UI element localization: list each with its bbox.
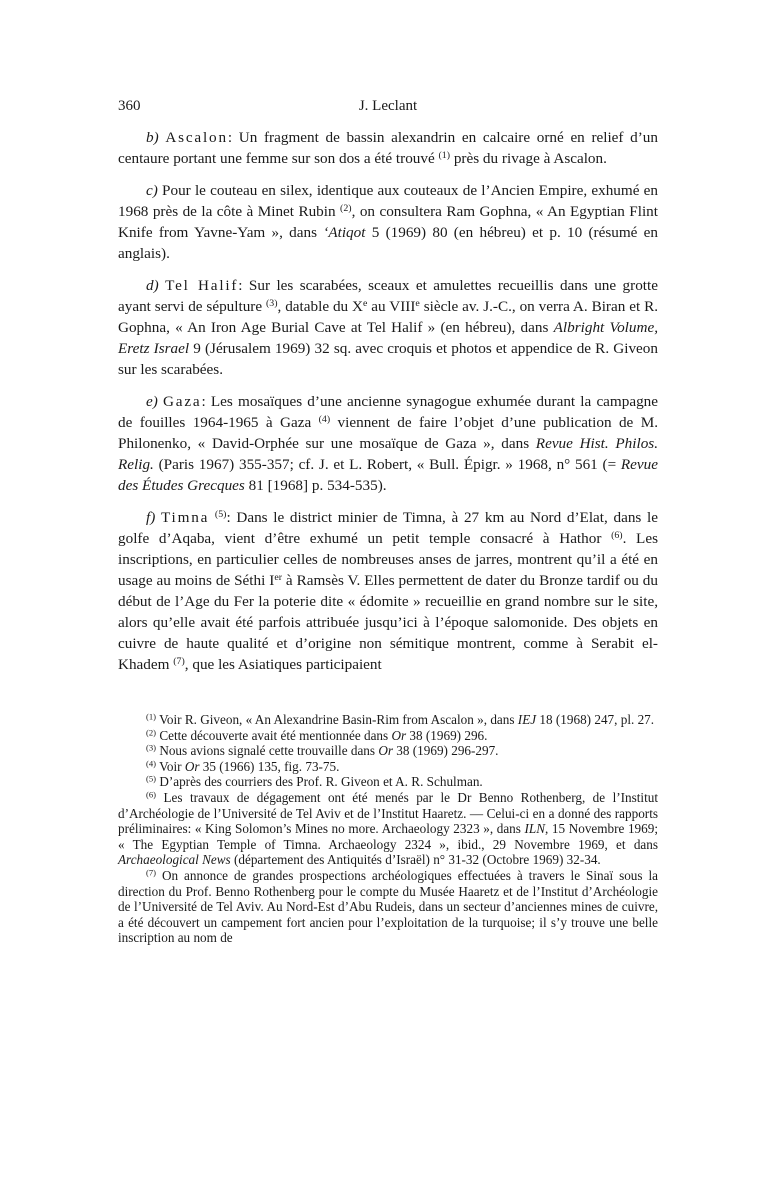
text: Voir R. Giveon, « An Alexandrine Basin-Rim from Ascalon », dans <box>156 712 518 727</box>
text: . Les inscriptions, en particulier celles de nombreuses anses de jarres, montrent qu’il a été en usage au moins de Séthi I <box>118 530 658 589</box>
footnote-6 <box>118 790 658 868</box>
journal-title: Or <box>378 743 393 759</box>
footnote-ref[interactable]: (3) <box>266 298 278 310</box>
text: siècle av. J.-C., on verra A. Biran et R. Gophna, « An Iron Age Burial Cave at Tel Halif » (en hébreu), dans <box>118 298 658 336</box>
journal-title: Or <box>184 758 200 774</box>
footnote-number: (1) <box>146 711 157 722</box>
footnote-number: (2) <box>146 727 157 738</box>
text: : Un fragment de bassin alexandrin en calcaire orné en relief d’un centaure portant une femme sur son dos a été trouvé <box>118 129 658 167</box>
superscript: e <box>363 298 368 310</box>
journal-title: ILN <box>524 821 546 837</box>
journal-title: Revue des Études Grecques <box>118 456 658 494</box>
text: Voir <box>156 758 185 774</box>
footnote-ref[interactable]: (2) <box>340 203 352 215</box>
page-header <box>118 98 658 118</box>
journal-title: Revue Hist. Philos. Relig. <box>118 435 658 473</box>
text: Cette découverte avait été mentionnée dans <box>156 727 392 743</box>
paragraph-label: f) <box>146 509 156 526</box>
paragraph-b <box>118 127 658 169</box>
superscript: er <box>274 572 282 584</box>
journal-title: Archaeological News <box>118 852 231 868</box>
text: 18 (1968) 247, pl. 27. <box>536 712 655 727</box>
superscript: e <box>415 298 420 310</box>
text: (département des Antiquités d’Israël) n° 31-32 (Octobre 1969) 32-34. <box>230 852 601 868</box>
paragraph-e <box>118 391 658 496</box>
text: : Dans le district minier de Timna, à 27 km au Nord d’Elat, dans le golfe d’Aqaba, vient d’être exhumé un petit temple consacré à Hathor <box>118 509 659 547</box>
journal-title: Or <box>391 727 407 743</box>
paragraph-d <box>118 275 658 380</box>
place-name: Timna <box>160 509 210 526</box>
text: 35 (1966) 135, fig. 73-75. <box>199 758 340 774</box>
footnotes <box>118 712 658 946</box>
text: , 15 Novembre 1969; « The Egyptian Temple of Timna. Archaeology 2324 », ibid., 29 Novembre 1969, et dans <box>118 821 658 852</box>
paragraph-label: c) <box>146 182 158 199</box>
main-text <box>118 127 658 686</box>
footnote-number: (5) <box>146 774 157 785</box>
text: Nous avions signalé cette trouvaille dans <box>156 743 379 759</box>
text: 38 (1969) 296-297. <box>392 743 499 759</box>
footnote-4 <box>118 759 658 775</box>
place-name: Ascalon <box>165 129 228 146</box>
journal-title: ‘Atiqot <box>323 224 366 241</box>
text: : Sur les scarabées, sceaux et amulettes recueillis dans une grotte ayant servi de sépulture <box>118 277 658 315</box>
text: Les travaux de dégagement ont été menés par le Dr Benno Rothenberg, de l’Institut d’Archéologie de l’Université de Tel Aviv et de l’Institut Haaretz. — Celui-ci en a donné des rapports préliminaires: « King Solomon’s Mines no more. Archaeology 2323 », dans <box>118 789 658 837</box>
footnote-number: (4) <box>146 758 157 769</box>
footnote-number: (3) <box>146 742 157 753</box>
paragraph-label: e) <box>146 393 158 410</box>
text: 38 (1969) 296. <box>406 727 488 743</box>
footnote-ref[interactable]: (4) <box>318 414 331 426</box>
place-name: Tel Halif <box>165 277 239 294</box>
text: , datable du X <box>277 298 364 315</box>
footnote-ref[interactable]: (5) <box>214 509 227 521</box>
text: à Ramsès V. Elles permettent de dater du Bronze tardif ou du début de l’Age du Fer la poterie dite « édomite » recueillie en grand nombre sur le site, alors qu’elle avait été parfois attribuée jusqu’ici à l’époque salomonide. Des objets en cuivre de haute qualité et d’origine non sémitique montrent, comme à Serabit el-Khadem <box>118 572 658 673</box>
footnote-number: (6) <box>146 789 157 800</box>
footnote-1 <box>118 712 658 728</box>
paragraph-label: d) <box>146 277 159 294</box>
text: On annonce de grandes prospections archéologiques effectuées à travers le Sinaï sous la direction du Prof. Benno Rothenberg pour le compte du Musée Haaretz et de l’Institut d’Archéologie de l’Université de Tel Aviv. Au Nord-Est d’Abu Rudeis, dans un secteur d’anciennes mines de cuivre, a été découvert un campement fort ancien pour l’exploitation de la turquoise; il s’y trouve une belle inscription au nom de <box>118 867 658 946</box>
text: Pour le couteau en silex, identique aux couteaux de l’Ancien Empire, exhumé en 1968 près de la côte à Minet Rubin <box>118 182 658 220</box>
text: , on consultera Ram Gophna, « An Egyptian Flint Knife from Yavne-Yam », dans <box>118 203 658 241</box>
footnote-number: (7) <box>146 867 157 878</box>
paragraph-label: b) <box>146 129 159 146</box>
footnote-ref[interactable]: (6) <box>611 530 623 542</box>
footnote-5 <box>118 774 658 790</box>
text: 9 (Jérusalem 1969) 32 sq. avec croquis et photos et appendice de R. Giveon sur les scarabées. <box>118 340 658 378</box>
footnote-2 <box>118 728 658 744</box>
text: , que les Asiatiques participaient <box>184 656 382 673</box>
footnote-3 <box>118 743 658 759</box>
text: au VIII <box>367 298 416 315</box>
page-number: 360 <box>118 98 141 114</box>
place-name: Gaza <box>163 393 202 410</box>
footnote-7 <box>118 868 658 946</box>
journal-title: IEJ <box>517 712 537 727</box>
text: (Paris 1967) 355-357; cf. J. et L. Robert, « Bull. Épigr. » 1968, n° 561 (= <box>153 456 621 473</box>
text: : Les mosaïques d’une ancienne synagogue exhumée durant la campagne de fouilles 1964-1965 à Gaza <box>118 393 659 431</box>
footnote-ref[interactable]: (1) <box>438 150 451 162</box>
text: 81 [1968] p. 534-535). <box>244 477 387 494</box>
text: 5 (1969) 80 (en hébreu) et p. 10 (résumé en anglais). <box>118 224 658 262</box>
running-head: J. Leclant <box>358 98 418 114</box>
footnote-ref[interactable]: (7) <box>173 656 185 668</box>
text: D’après des courriers des Prof. R. Giveon et A. R. Schulman. <box>156 774 483 790</box>
text: près du rivage à Ascalon. <box>450 150 607 167</box>
text: viennent de faire l’objet d’une publication de M. Philonenko, « David-Orphée sur une mosaïque de Gaza », dans <box>118 414 658 452</box>
paragraph-f <box>118 507 658 675</box>
journal-title: Albright Volume, Eretz Israel <box>118 319 659 357</box>
paragraph-c <box>118 180 658 264</box>
